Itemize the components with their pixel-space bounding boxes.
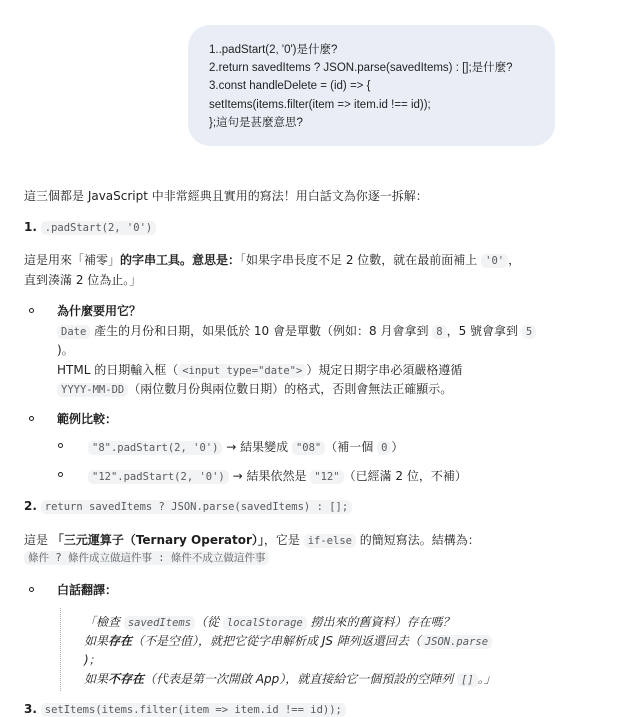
inline-code: 8 [432, 325, 446, 339]
inline-code: "12".padStart(2, '0') [88, 470, 229, 484]
desc-text: 的簡短寫法。結構為： [355, 533, 480, 547]
inline-code: "08" [292, 441, 325, 455]
section-number: 2. [24, 499, 37, 513]
why-text: 產生的月份和日期，如果低於 10 會是單數（例如：8 月會拿到 [90, 324, 433, 338]
section-number: 1. [24, 220, 37, 234]
structure-line [24, 550, 269, 565]
desc-text: ， [508, 253, 521, 267]
inline-code: "12" [310, 470, 343, 484]
user-message-line: 2.return savedItems ? JSON.parse(savedItems) : [];是什麼? [209, 62, 513, 75]
bullet-icon [29, 308, 34, 313]
bullet-icon [58, 472, 63, 477]
inline-code: "8".padStart(2, '0') [88, 441, 222, 455]
translation-title: 白話翻譯： [57, 583, 118, 597]
desc-bold: 「三元運算子（Ternary Operator）」 [51, 533, 264, 547]
why-text: HTML 的日期輸入框（ [57, 363, 179, 377]
why-line-4 [57, 380, 452, 397]
desc-text: 「如果字串長度不足 2 位數，就在最前面補上 [240, 253, 482, 267]
why-line-2: )。 [57, 343, 74, 357]
bullet-icon [58, 443, 63, 448]
section-1-desc-line2: 直到湊滿 2 位為止。」 [24, 273, 142, 287]
desc-text: ，它是 [263, 533, 304, 547]
inline-code: 0 [377, 441, 391, 455]
section-2-heading [24, 499, 352, 513]
quote-text: 撈出來的舊資料）存在嗎？ [306, 615, 455, 629]
example-text: （已經滿 2 位，不補） [343, 469, 467, 483]
quote-text: 如果 [84, 672, 109, 686]
quote-line-4 [84, 670, 496, 687]
quote-text: （不是空值），就把它從字串解析成 JS 陣列返還回去（ [132, 634, 421, 648]
quote-text: 如果 [84, 634, 109, 648]
bullet-icon [29, 416, 34, 421]
desc-bold: 的字串工具。意思是： [120, 253, 241, 267]
inline-code: JSON.parse [421, 635, 492, 649]
section-code: .padStart(2, '0') [41, 221, 156, 235]
section-number: 3. [24, 702, 37, 716]
quote-bold: 存在 [108, 634, 133, 648]
blockquote-border [60, 608, 63, 691]
quote-text: （代表是第一次開啟 App），就直接給它一個預設的空陣列 [144, 672, 458, 686]
inline-code: Date [57, 325, 90, 339]
inline-code: 5 [522, 325, 536, 339]
quote-text: 「檢查 [84, 615, 124, 629]
user-message-line: setItems(items.filter(item => item.id !== id)); [209, 98, 431, 111]
example-title: 範例比較： [57, 412, 118, 426]
quote-text: （從 [195, 615, 223, 629]
example-text: → 結果依然是 [228, 469, 311, 483]
section-code: setItems(items.filter(item => item.id !== id)); [41, 703, 346, 717]
inline-code: '0' [481, 254, 508, 268]
inline-code: [] [457, 673, 478, 687]
section-1-desc [24, 251, 520, 268]
user-message-line: 3.const handleDelete = (id) => { [209, 80, 371, 93]
quote-line-1 [84, 613, 455, 630]
example-2 [88, 467, 467, 484]
response-intro: 這三個都是 JavaScript 中非常經典且實用的寫法！用白話文為你逐一拆解： [24, 189, 428, 203]
bullet-icon [29, 587, 34, 592]
quote-line-2 [84, 632, 492, 649]
inline-code: <input type="date"> [178, 364, 306, 378]
inline-code: YYYY-MM-DD [57, 383, 128, 397]
example-text: ） [391, 440, 404, 454]
example-1 [88, 438, 403, 455]
user-message-line: 1..padStart(2, '0')是什麼? [209, 44, 338, 56]
inline-code: 條件 ? 條件成立做這件事 : 條件不成立做這件事 [24, 551, 269, 565]
why-line-1 [57, 322, 536, 339]
section-2-desc [24, 531, 480, 548]
why-text: ）規定日期字串必須嚴格遵循 [306, 363, 463, 377]
inline-code: if-else [304, 534, 356, 548]
inline-code: localStorage [223, 616, 307, 630]
user-message-bubble [188, 25, 555, 146]
why-text: ，5 號會拿到 [446, 324, 522, 338]
example-text: （補一個 [325, 440, 378, 454]
desc-text: 這是 [24, 533, 52, 547]
user-message-line: };這句是甚麼意思? [209, 116, 303, 129]
quote-text: 。」 [477, 672, 496, 686]
why-title: 為什麼要用它？ [57, 304, 142, 318]
section-1-heading [24, 220, 156, 234]
quote-line-3: )； [84, 653, 101, 667]
quote-bold: 不存在 [108, 672, 145, 686]
why-line-3 [57, 361, 462, 378]
section-code: return savedItems ? JSON.parse(savedItems) : []; [41, 500, 352, 514]
example-text: → 結果變成 [222, 440, 292, 454]
why-text: （兩位數月份與兩位數日期）的格式，否則會無法正確顯示。 [128, 382, 453, 396]
desc-text: 這是用來「補零」 [24, 253, 121, 267]
inline-code: savedItems [124, 616, 195, 630]
